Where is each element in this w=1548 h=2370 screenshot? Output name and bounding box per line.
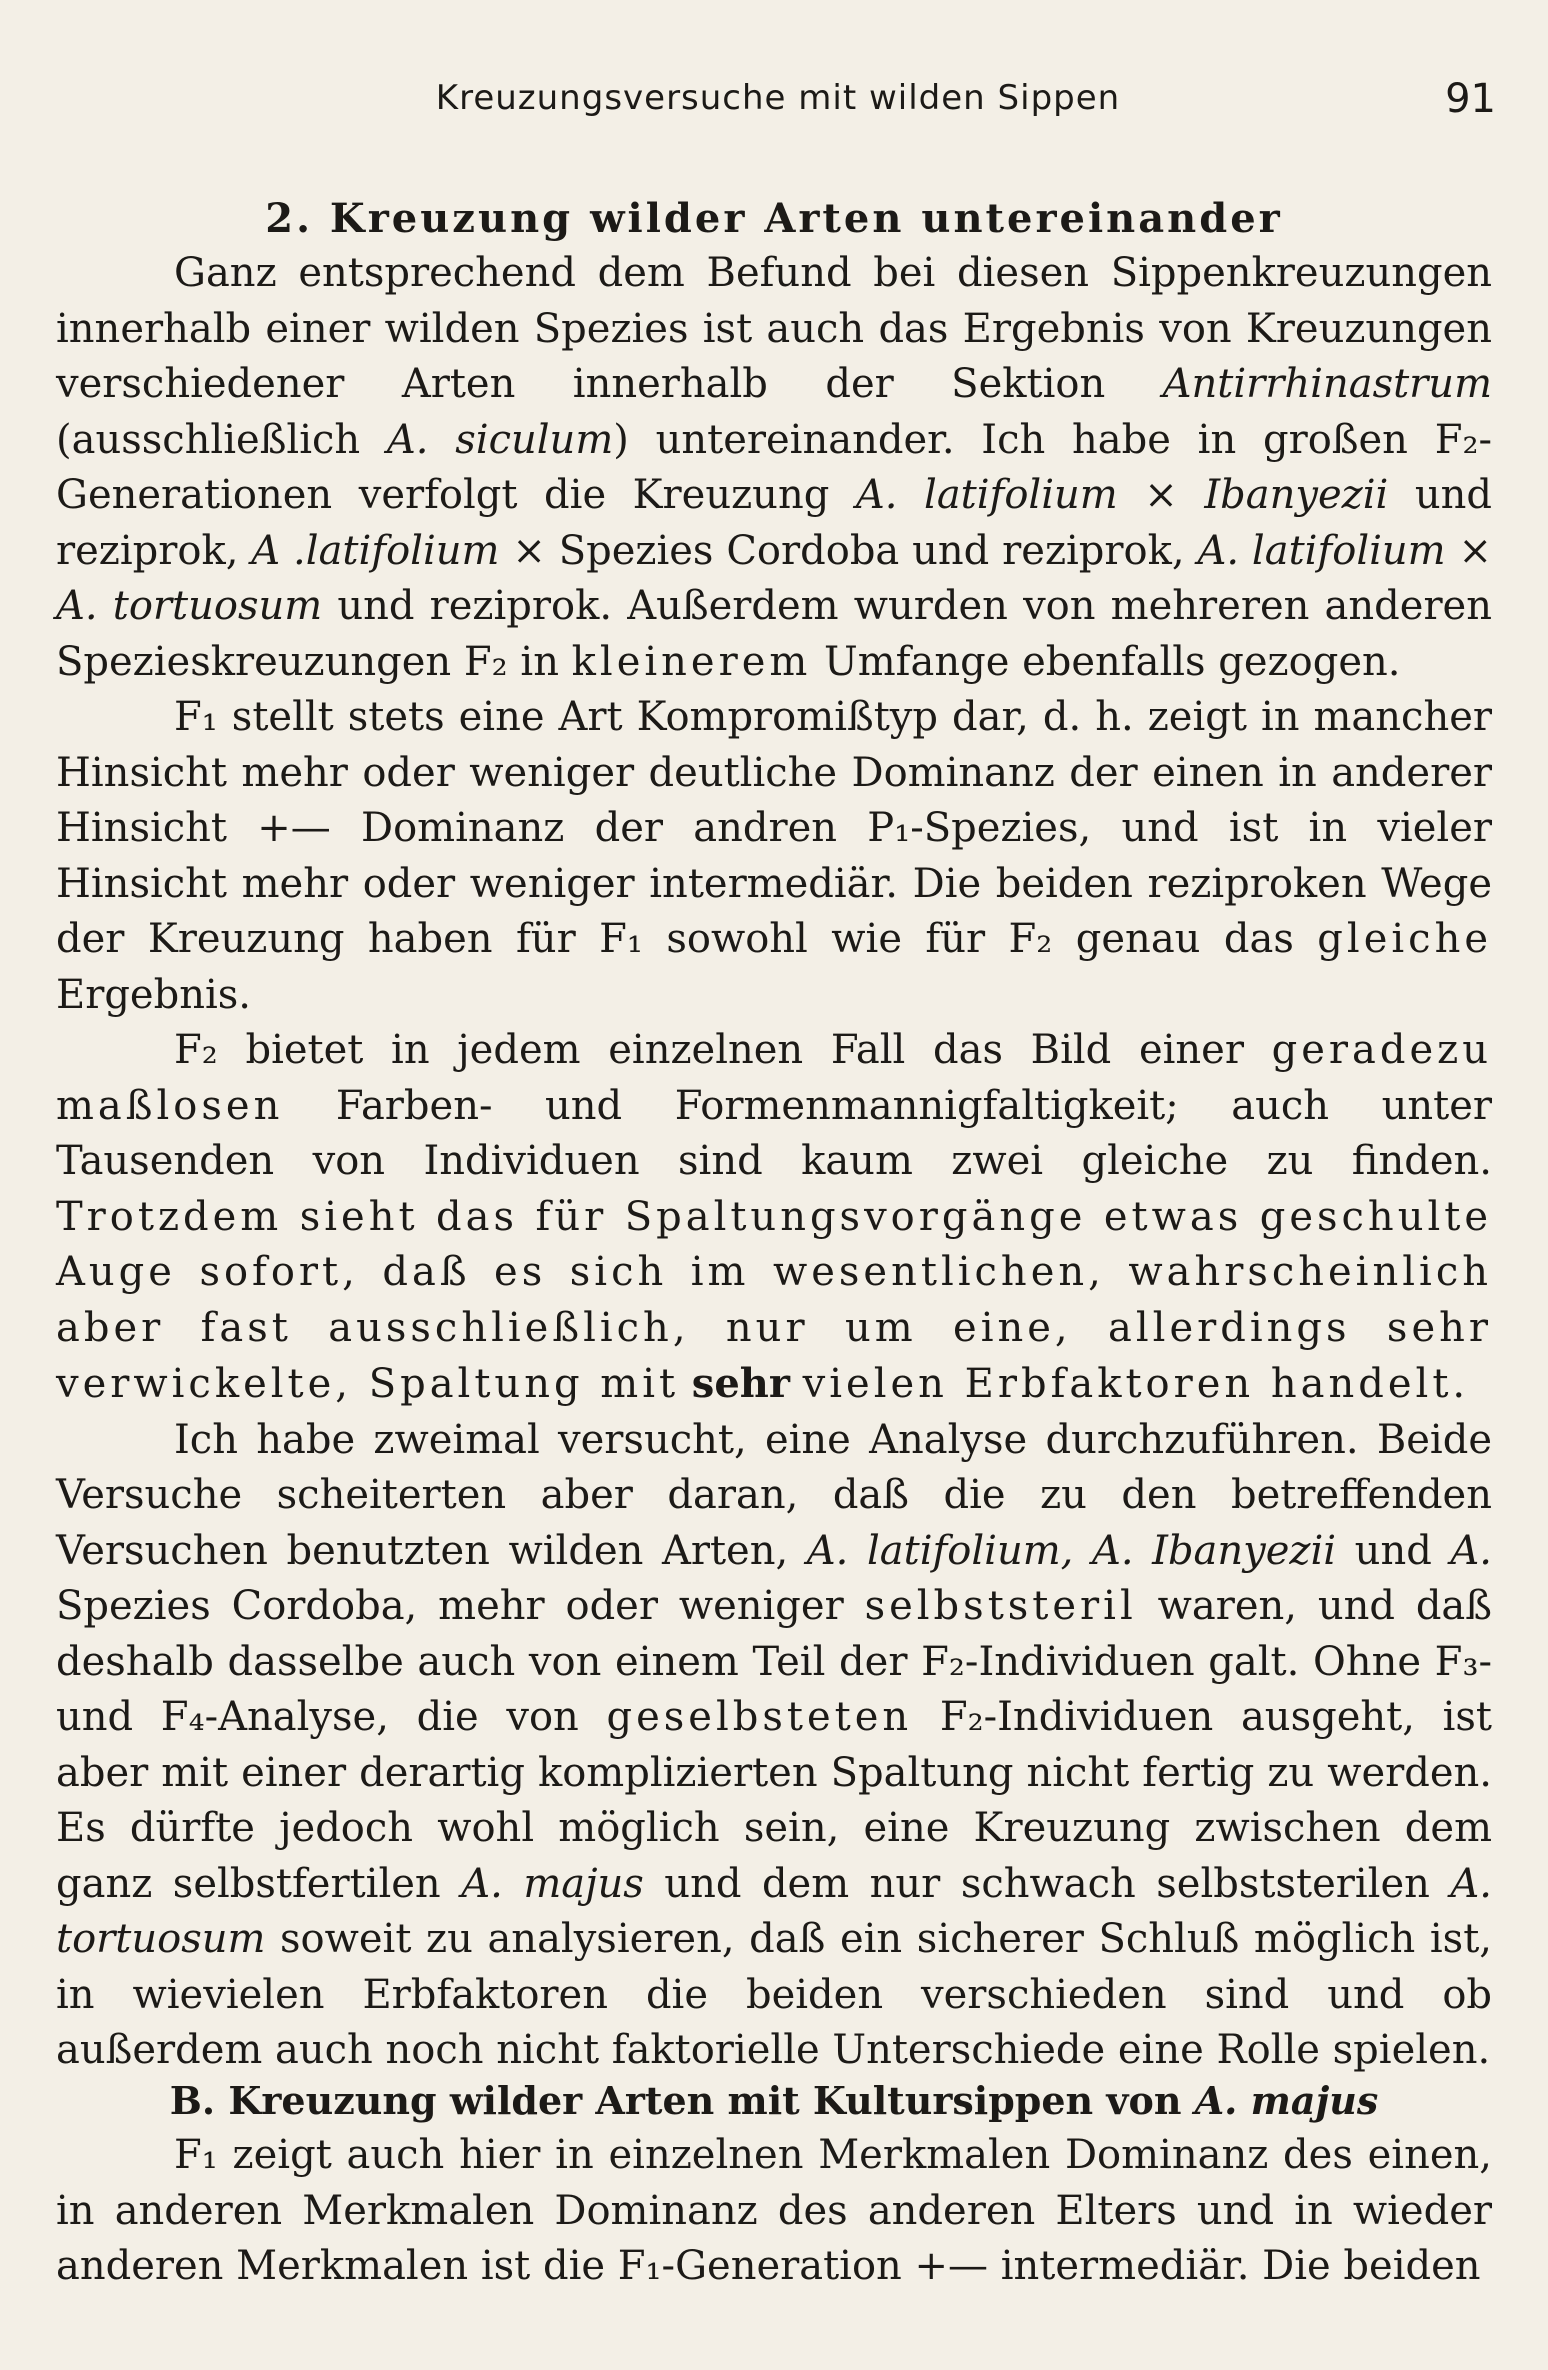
- section-2: [56, 191, 1492, 2079]
- paragraph-1: Ganz entsprechend dem Befund bei diesen Sippenkreuzungen innerhalb einer wilden Spezies ist auch das Ergebnis von Kreuzungen verschiedener Arten innerhalb der Sektion Antirrhinastrum (ausschließlich A. siculum) untereinander. Ich habe in großen F₂-Generationen verfolgt die Kreuzung A. latifolium × Ibanyezii und reziprok, A .latifolium × Spezies Cordoba und reziprok, A. latifolium × A. tortuosum und reziprok. Außerdem wurden von mehreren anderen Spezieskreuzungen F₂ in kleinerem Umfange ebenfalls gezogen.: [56, 250, 1492, 685]
- section-b: [56, 2073, 1492, 2295]
- running-head: [60, 68, 1496, 128]
- paragraph-2: F₁ stellt stets eine Art Kompromißtyp dar, d. h. zeigt in mancher Hinsicht mehr oder weniger deutliche Dominanz der einen in anderer Hinsicht +— Dominanz der andren P₁-Spezies, und ist in vieler Hinsicht mehr oder weniger intermediär. Die beiden reziproken Wege der Kreuzung haben für F₁ sowohl wie für F₂ genau das gleiche Ergebnis.: [56, 694, 1492, 1018]
- paragraph-5: F₁ zeigt auch hier in einzelnen Merkmalen Dominanz des einen, in anderen Merkmalen Dominanz des anderen Elters und in wieder anderen Merkmalen ist die F₁-Generation +— intermediär. Die beiden: [56, 2132, 1492, 2289]
- paragraph-3: F₂ bietet in jedem einzelnen Fall das Bild einer geradezu maßlosen Farben- und Formenmannigfaltigkeit; auch unter Tausenden von Individuen sind kaum zwei gleiche zu finden. Trotzdem sieht das für Spaltungsvorgänge etwas geschulte Auge sofort, daß es sich im wesentlichen, wahrscheinlich aber fast ausschließlich, nur um eine, allerdings sehr verwickelte, Spaltung mit sehr vielen Erbfaktoren handelt.: [56, 1027, 1492, 1407]
- section-b-heading: B. Kreuzung wilder Arten mit Kultursippen von A. majus: [169, 2078, 1379, 2123]
- running-title: Kreuzungsversuche mit wilden Sippen: [435, 78, 1121, 118]
- paragraph-4: Ich habe zweimal versucht, eine Analyse durchzuführen. Beide Versuche scheiterten aber daran, daß die zu den betreffenden Versuchen benutzten wilden Arten, A. latifolium, A. Ibanyezii und A. Spezies Cordoba, mehr oder weniger selbststeril waren, und daß deshalb dasselbe auch von einem Teil der F₂-Individuen galt. Ohne F₃- und F₄-Analyse, die von geselbsteten F₂-Individuen ausgeht, ist aber mit einer derartig komplizierten Spaltung nicht fertig zu werden. Es dürfte jedoch wohl möglich sein, eine Kreuzung zwischen dem ganz selbstfertilen A. majus und dem nur schwach selbststerilen A. tortuosum soweit zu analysieren, daß ein sicherer Schluß möglich ist, in wievielen Erbfaktoren die beiden verschieden sind und ob außerdem auch noch nicht faktorielle Unterschiede eine Rolle spielen.: [56, 1416, 1493, 2073]
- page-number: 91: [1445, 76, 1496, 122]
- section-2-heading: 2. Kreuzung wilder Arten untereinander: [265, 195, 1283, 242]
